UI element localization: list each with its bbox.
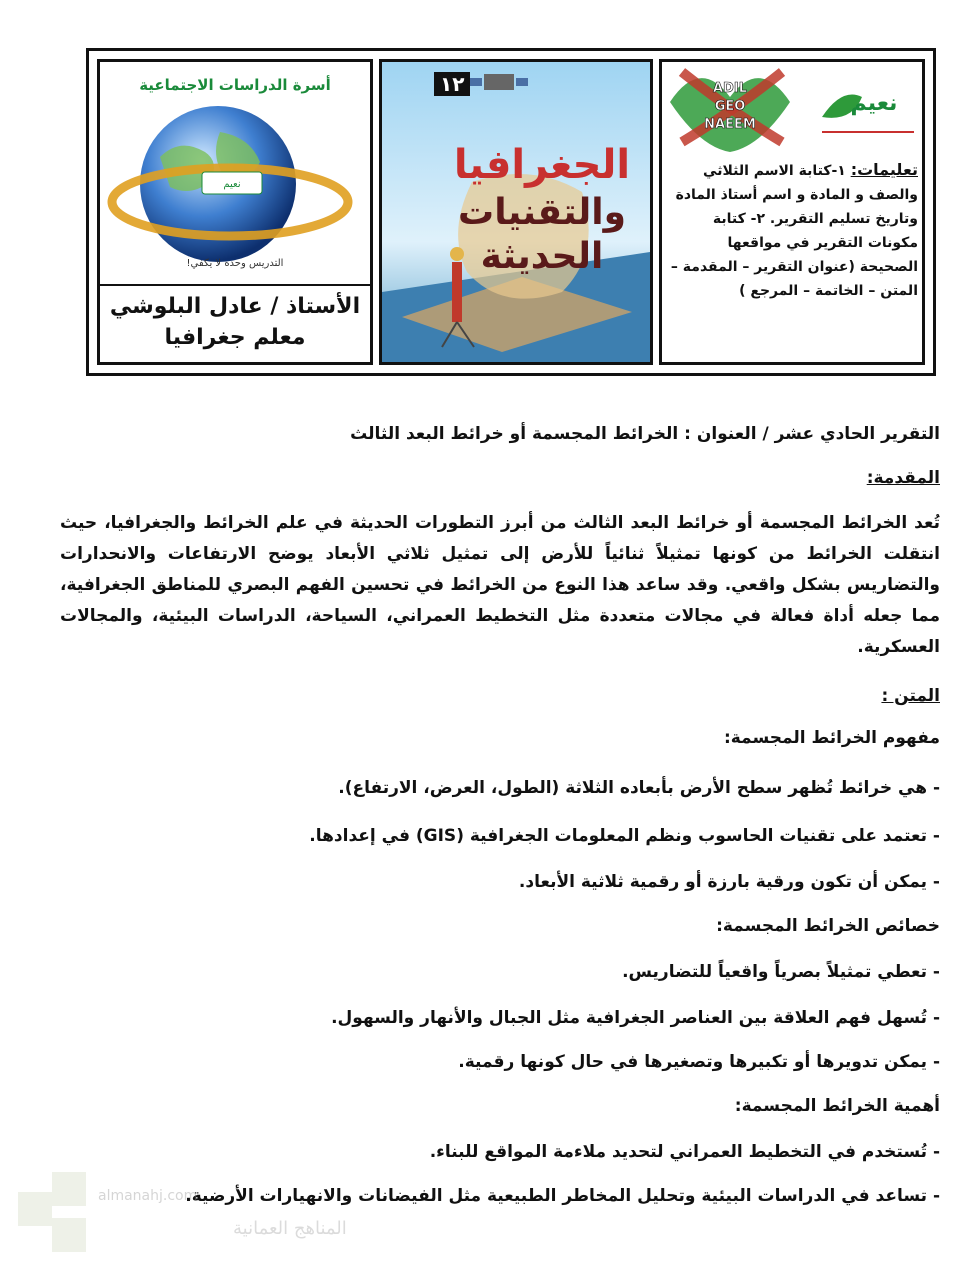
logos-row <box>662 62 922 152</box>
instructions-body: ١-كتابة الاسم الثلاثي والصف و المادة و اسم أستاذ المادة وتاريخ تسليم التقرير. ٢- كتابة مكونات التقرير في مواقعها الصحيحة (عنوان التقرير – المقدمة – المتن – الخاتمة – المرجع ) <box>670 163 918 299</box>
book-title-second: والتقنيات <box>458 192 626 233</box>
logo-slogan: التدريس وحده لا يكفي! <box>186 258 284 269</box>
bullet-item: - تعتمد على تقنيات الحاسوب ونظم المعلومات الجغرافية (GIS) في إعدادها. <box>309 826 940 846</box>
teacher-panel <box>97 59 373 365</box>
bullet-item: - تساعد في الدراسات البيئية وتحليل المخاطر الطبيعية مثل الفيضانات والانهيارات الأرضية. <box>185 1186 940 1206</box>
intro-paragraph: تُعد الخرائط المجسمة أو خرائط البعد الثالث من أبرز التطورات الحديثة في علم الخرائط والجغرافيا، حيث انتقلت الخرائط من كونها تمثيلاً ثنائياً للأرض إلى تمثيل ثلاثي الأبعاد يوضح الارتفاعات والانحدارات والتضاريس بشكل واقعي. وقد ساعد هذا النوع من الخرائط في تحسين الفهم البصري للمناطق الجغرافية، مما جعله أداة فعالة في مجالات متعددة مثل التخطيط العمراني، السياحة، الدراسات البيئية، والمجالات العسكرية. <box>60 513 940 657</box>
globe-icon <box>100 62 370 284</box>
satellite-icon <box>484 74 514 90</box>
bullet-item: - يمكن تدويرها أو تكبيرها وتصغيرها في حال كونها رقمية. <box>458 1052 940 1072</box>
teacher-name: الأستاذ / عادل البلوشي <box>109 294 361 319</box>
section-heading-importance: أهمية الخرائط المجسمة: <box>734 1096 940 1116</box>
book-title-third: الحديثة <box>480 236 604 277</box>
bullet-item: - يمكن أن تكون ورقية بارزة أو رقمية ثلاثية الأبعاد. <box>518 872 940 892</box>
header-box <box>86 48 936 376</box>
bullet-item: - تُستخدم في التخطيط العمراني لتحديد ملاءمة المواقع للبناء. <box>429 1142 940 1162</box>
svg-text:نعيم: نعيم <box>850 91 898 116</box>
svg-text:NAEEM: NAEEM <box>704 117 756 132</box>
bullet-item: - تعطي تمثيلاً بصرياً واقعياً للتضاريس. <box>622 962 940 982</box>
book-cover <box>379 59 653 365</box>
report-title-line: التقرير الحادي عشر / العنوان : الخرائط المجسمة أو خرائط البعد الثالث <box>350 424 940 444</box>
adil-geo-naeem-logo <box>662 62 922 152</box>
instructions-label: تعليمات: <box>850 160 918 179</box>
svg-text:المناهج العمانية: المناهج العمانية <box>233 1218 347 1239</box>
watermark <box>18 1172 347 1252</box>
book-title-main: الجغرافيا <box>453 142 631 188</box>
body-heading: المتن : <box>881 686 940 706</box>
svg-text:almanahj.com: almanahj.com <box>98 1188 198 1204</box>
svg-text:ADIL: ADIL <box>713 81 747 96</box>
section-heading-concept: مفهوم الخرائط المجسمة: <box>723 728 940 748</box>
teacher-role: معلم جغرافيا <box>164 325 306 350</box>
watermark-logo <box>18 1172 347 1252</box>
social-studies-logo <box>100 62 370 284</box>
bullet-item: - تُسهل فهم العلاقة بين العناصر الجغرافية مثل الجبال والأنهار والسهول. <box>331 1008 940 1028</box>
logo-title: أسرة الدراسات الاجتماعية <box>139 76 331 94</box>
section-heading-features: خصائص الخرائط المجسمة: <box>716 916 940 936</box>
svg-text:GEO: GEO <box>714 99 746 114</box>
grade-badge: ١٢ <box>434 72 470 96</box>
bullet-item: - هي خرائط تُظهر سطح الأرض بأبعاده الثلاثة (الطول، العرض، الارتفاع). <box>338 778 940 798</box>
instructions-panel <box>659 59 925 365</box>
intro-heading: المقدمة: <box>866 468 940 488</box>
instructions-text <box>668 158 918 303</box>
teacher-info <box>100 284 370 364</box>
svg-text:نعيم: نعيم <box>223 179 241 190</box>
